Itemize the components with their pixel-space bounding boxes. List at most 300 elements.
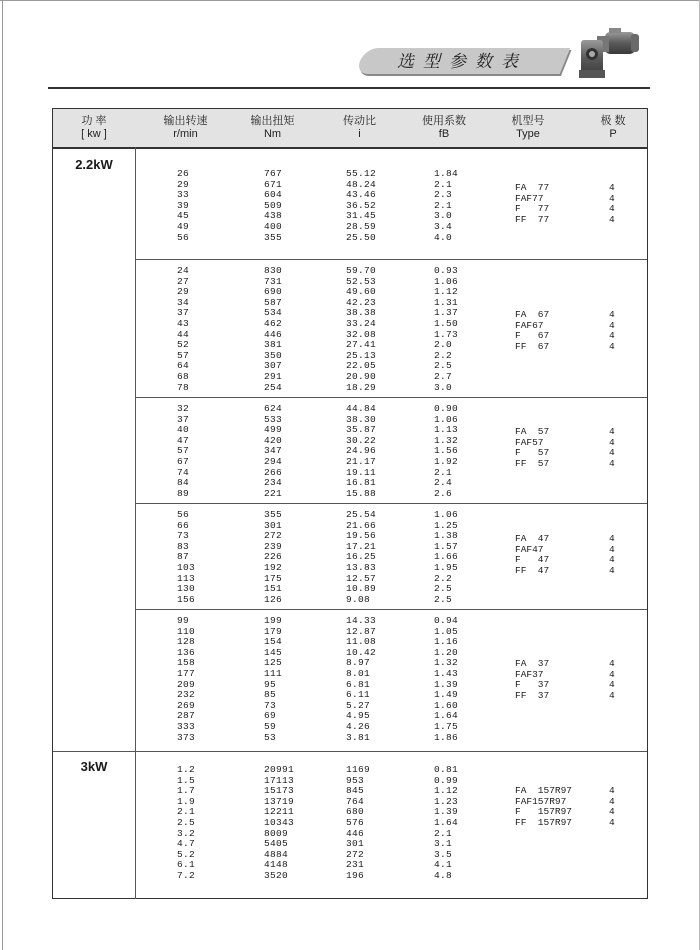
ratio-cell: 20.90 [346, 371, 377, 382]
output-torque-cell: 154 [264, 636, 283, 648]
output-speed-cell: 40 [177, 424, 190, 436]
service-factor-cell: 0.99 [434, 774, 459, 786]
output-speed-cell: 1.2 [177, 764, 196, 775]
output-speed-cell: 56 [177, 509, 190, 520]
model-cell: FAF57 [515, 436, 544, 448]
ratio-cell: 59.70 [346, 265, 377, 276]
output-speed-cell: 1.5 [177, 774, 196, 786]
output-torque-cell: 179 [264, 625, 283, 637]
output-torque-cell: 462 [264, 318, 283, 329]
ratio-cell: 13.83 [346, 562, 377, 573]
power-section-divider [53, 751, 647, 752]
ratio-cell: 4.95 [346, 710, 371, 722]
service-factor-cell: 1.57 [434, 540, 459, 552]
service-factor-cell: 3.1 [434, 838, 453, 850]
output-torque-cell: 355 [264, 231, 283, 243]
output-speed-cell: 110 [177, 625, 196, 637]
output-speed-cell: 47 [177, 434, 190, 446]
service-factor-cell: 4.1 [434, 859, 453, 871]
type-row [53, 545, 647, 556]
output-torque-cell: 347 [264, 445, 283, 457]
page-title: 选型参数表 [397, 52, 527, 72]
table-row [53, 404, 647, 415]
col-power: 功 率 [ kw ] [81, 115, 107, 140]
service-factor-cell: 1.50 [434, 318, 459, 329]
ratio-cell: 21.66 [346, 519, 377, 531]
type-row [53, 339, 647, 353]
model-cell: FF 37 [515, 689, 550, 701]
poles-cell: 4 [609, 192, 615, 204]
output-speed-cell: 39 [177, 199, 190, 211]
output-torque-cell: 301 [264, 519, 283, 531]
output-torque-cell: 499 [264, 424, 283, 436]
service-factor-cell: 1.60 [434, 699, 459, 711]
service-factor-cell: 1.23 [434, 795, 459, 807]
output-speed-cell: 103 [177, 562, 196, 573]
ratio-cell: 6.11 [346, 689, 371, 701]
ratio-cell: 8.01 [346, 668, 371, 679]
service-factor-cell: 1.64 [434, 710, 459, 722]
output-speed-cell: 2.1 [177, 806, 196, 818]
output-torque-cell: 69 [264, 710, 277, 722]
output-torque-cell: 438 [264, 210, 283, 222]
output-torque-cell: 307 [264, 360, 283, 372]
output-torque-cell: 350 [264, 349, 283, 361]
output-speed-cell: 24 [177, 265, 190, 276]
output-speed-cell: 43 [177, 318, 190, 329]
service-factor-cell: 1.13 [434, 424, 459, 436]
output-speed-cell: 4.7 [177, 838, 196, 850]
output-torque-cell: 266 [264, 466, 283, 478]
output-speed-cell: 333 [177, 721, 196, 732]
output-speed-cell: 177 [177, 668, 196, 679]
table-row [53, 372, 647, 383]
service-factor-cell: 1.66 [434, 551, 459, 563]
service-factor-cell: 2.6 [434, 487, 453, 499]
model-cell: FA 37 [515, 658, 550, 669]
output-torque-cell: 767 [264, 168, 283, 179]
service-factor-cell: 1.31 [434, 296, 459, 308]
type-row [53, 424, 647, 438]
ratio-cell: 764 [346, 795, 365, 807]
model-cell: F 57 [515, 447, 550, 459]
model-cell: FF 57 [515, 457, 550, 469]
ratio-cell: 12.87 [346, 625, 377, 637]
type-row [53, 691, 647, 702]
model-cell: FF 77 [515, 213, 550, 225]
output-speed-cell: 27 [177, 275, 190, 287]
table-row [53, 266, 647, 277]
poles-cell: 4 [609, 785, 615, 796]
type-row [53, 534, 647, 545]
output-speed-cell: 84 [177, 477, 190, 489]
ratio-cell: 38.30 [346, 413, 377, 425]
output-torque-cell: 355 [264, 509, 283, 520]
service-factor-cell: 2.1 [434, 827, 453, 839]
poles-cell: 4 [609, 679, 615, 691]
output-torque-cell: 533 [264, 413, 283, 425]
output-torque-cell: 690 [264, 286, 283, 298]
service-factor-cell: 2.5 [434, 593, 453, 605]
output-torque-cell: 53 [264, 731, 277, 743]
poles-cell: 4 [609, 457, 615, 469]
type-row [53, 818, 647, 829]
service-factor-cell: 0.90 [434, 403, 459, 414]
output-speed-cell: 89 [177, 487, 190, 499]
service-factor-cell: 1.56 [434, 445, 459, 457]
output-torque-cell: 291 [264, 371, 283, 382]
output-torque-cell: 73 [264, 699, 277, 711]
poles-cell: 4 [609, 554, 615, 566]
type-row [53, 680, 647, 691]
output-torque-cell: 420 [264, 434, 283, 446]
output-speed-cell: 136 [177, 646, 196, 658]
output-torque-cell: 10343 [264, 817, 295, 828]
ratio-cell: 12.57 [346, 572, 377, 584]
poles-cell: 4 [609, 340, 615, 352]
output-torque-cell: 624 [264, 403, 283, 414]
service-factor-cell: 1.73 [434, 328, 459, 340]
output-speed-cell: 130 [177, 583, 196, 595]
output-torque-cell: 446 [264, 328, 283, 340]
output-torque-cell: 20991 [264, 764, 295, 775]
type-row [53, 445, 647, 459]
type-row [53, 183, 647, 194]
model-cell: F 77 [515, 203, 550, 215]
group-divider [135, 397, 647, 398]
output-torque-cell: 254 [264, 381, 283, 393]
service-factor-cell: 2.2 [434, 349, 453, 361]
ratio-cell: 16.25 [346, 551, 377, 563]
output-speed-cell: 57 [177, 349, 190, 361]
output-torque-cell: 534 [264, 307, 283, 319]
ratio-cell: 14.33 [346, 615, 377, 626]
ratio-cell: 43.46 [346, 189, 377, 201]
ratio-cell: 30.22 [346, 434, 377, 446]
output-torque-cell: 192 [264, 562, 283, 573]
col-output-speed: 输出转速 r/min [163, 115, 208, 140]
model-cell: F 157R97 [515, 806, 573, 818]
output-torque-cell: 175 [264, 572, 283, 584]
ratio-cell: 3.81 [346, 731, 371, 743]
col-output-torque: 输出扭矩 Nm [250, 115, 295, 140]
ratio-cell: 31.45 [346, 210, 377, 222]
model-cell: FF 67 [515, 340, 550, 352]
output-torque-cell: 587 [264, 296, 283, 308]
selection-table [52, 108, 648, 899]
poles-cell: 4 [609, 658, 615, 669]
service-factor-cell: 1.06 [434, 413, 459, 425]
service-factor-cell: 1.20 [434, 646, 459, 658]
service-factor-cell: 0.93 [434, 265, 459, 276]
service-factor-cell: 2.1 [434, 466, 453, 478]
ratio-cell: 231 [346, 859, 365, 871]
output-torque-cell: 226 [264, 551, 283, 563]
service-factor-cell: 3.0 [434, 210, 453, 222]
output-torque-cell: 12211 [264, 806, 295, 818]
ratio-cell: 6.81 [346, 678, 371, 690]
poles-cell: 4 [609, 213, 615, 225]
service-factor-cell: 1.32 [434, 434, 459, 446]
ratio-cell: 32.08 [346, 328, 377, 340]
service-factor-cell: 1.95 [434, 562, 459, 573]
table-row [53, 595, 647, 606]
service-factor-cell: 3.0 [434, 381, 453, 393]
ratio-cell: 48.24 [346, 178, 377, 190]
service-factor-cell: 1.05 [434, 625, 459, 637]
type-row [53, 328, 647, 342]
output-speed-cell: 29 [177, 286, 190, 298]
ratio-cell: 301 [346, 838, 365, 850]
output-torque-cell: 59 [264, 721, 277, 732]
ratio-cell: 42.23 [346, 296, 377, 308]
output-speed-cell: 269 [177, 699, 196, 711]
output-speed-cell: 5.2 [177, 848, 196, 860]
ratio-cell: 845 [346, 785, 365, 797]
output-torque-cell: 3520 [264, 870, 289, 881]
service-factor-cell: 2.2 [434, 572, 453, 584]
poles-cell: 4 [609, 182, 615, 193]
page-top-edge [0, 0, 700, 1]
ratio-cell: 35.87 [346, 424, 377, 436]
service-factor-cell: 3.4 [434, 221, 453, 232]
output-speed-cell: 113 [177, 572, 196, 584]
output-speed-cell: 73 [177, 530, 190, 542]
model-cell: FA 67 [515, 309, 550, 320]
output-torque-cell: 272 [264, 530, 283, 542]
service-factor-cell: 1.06 [434, 275, 459, 287]
output-torque-cell: 830 [264, 265, 283, 276]
output-speed-cell: 6.1 [177, 859, 196, 871]
type-row [53, 194, 647, 205]
ratio-cell: 28.59 [346, 221, 377, 232]
ratio-cell: 19.11 [346, 466, 377, 478]
service-factor-cell: 2.1 [434, 178, 453, 190]
poles-cell: 4 [609, 533, 615, 544]
page-left-edge [2, 0, 3, 950]
ratio-cell: 446 [346, 827, 365, 839]
service-factor-cell: 2.0 [434, 339, 453, 351]
output-speed-cell: 29 [177, 178, 190, 190]
output-speed-cell: 232 [177, 689, 196, 701]
service-factor-cell: 2.7 [434, 371, 453, 382]
ratio-cell: 11.08 [346, 636, 377, 648]
service-factor-cell: 0.94 [434, 615, 459, 626]
ratio-cell: 27.41 [346, 339, 377, 351]
table-row [53, 871, 647, 882]
model-cell: FF 157R97 [515, 816, 573, 828]
model-cell: FA 47 [515, 533, 550, 544]
header-rule [48, 87, 650, 89]
output-speed-cell: 287 [177, 710, 196, 722]
col-type: 机型号 Type [511, 115, 545, 140]
output-speed-cell: 68 [177, 371, 190, 382]
service-factor-cell: 2.4 [434, 477, 453, 489]
service-factor-cell: 3.5 [434, 848, 453, 860]
output-speed-cell: 2.5 [177, 817, 196, 828]
service-factor-cell: 1.75 [434, 721, 459, 732]
poles-cell: 4 [609, 543, 615, 555]
model-cell: FA 157R97 [515, 785, 573, 796]
poles-cell: 4 [609, 689, 615, 701]
service-factor-cell: 1.38 [434, 530, 459, 542]
output-speed-cell: 1.7 [177, 785, 196, 797]
type-row [53, 456, 647, 470]
output-speed-cell: 1.9 [177, 795, 196, 807]
poles-cell: 4 [609, 806, 615, 818]
type-row [53, 786, 647, 797]
service-factor-cell: 1.06 [434, 509, 459, 520]
output-speed-cell: 37 [177, 413, 190, 425]
ratio-cell: 25.50 [346, 231, 377, 243]
service-factor-cell: 2.5 [434, 360, 453, 372]
output-speed-cell: 45 [177, 210, 190, 222]
ratio-cell: 272 [346, 848, 365, 860]
type-row [53, 215, 647, 226]
service-factor-cell: 1.39 [434, 678, 459, 690]
service-factor-cell: 1.39 [434, 806, 459, 818]
output-torque-cell: 15173 [264, 785, 295, 797]
type-row [53, 434, 647, 449]
output-speed-cell: 7.2 [177, 870, 196, 881]
service-factor-cell: 0.81 [434, 764, 459, 775]
table-header [53, 109, 647, 149]
output-torque-cell: 125 [264, 657, 283, 669]
output-torque-cell: 4884 [264, 848, 289, 860]
output-torque-cell: 126 [264, 593, 283, 605]
output-speed-cell: 83 [177, 540, 190, 552]
service-factor-cell: 1.37 [434, 307, 459, 319]
output-torque-cell: 17113 [264, 774, 295, 786]
output-speed-cell: 156 [177, 593, 196, 605]
model-cell: FAF67 [515, 319, 544, 331]
ratio-cell: 17.21 [346, 540, 377, 552]
output-speed-cell: 52 [177, 339, 190, 351]
output-torque-cell: 13719 [264, 795, 295, 807]
service-factor-cell: 1.12 [434, 785, 459, 797]
ratio-cell: 21.17 [346, 456, 377, 467]
ratio-cell: 19.56 [346, 530, 377, 542]
output-speed-cell: 373 [177, 731, 196, 743]
table-row [53, 489, 647, 500]
output-torque-cell: 4148 [264, 859, 289, 871]
type-row [53, 204, 647, 215]
service-factor-cell: 2.1 [434, 199, 453, 211]
output-speed-cell: 34 [177, 296, 190, 308]
model-cell: FAF157R97 [515, 795, 567, 807]
ratio-cell: 196 [346, 870, 365, 881]
poles-cell: 4 [609, 319, 615, 331]
ratio-cell: 1169 [346, 764, 371, 775]
col-service-factor: 使用系数 fB [422, 115, 466, 140]
output-speed-cell: 78 [177, 381, 190, 393]
output-speed-cell: 49 [177, 221, 190, 232]
ratio-cell: 36.52 [346, 199, 377, 211]
poles-cell: 4 [609, 564, 615, 576]
model-cell: F 37 [515, 679, 550, 691]
output-speed-cell: 128 [177, 636, 196, 648]
ratio-cell: 10.42 [346, 646, 377, 658]
output-torque-cell: 294 [264, 456, 283, 467]
table-row [53, 169, 647, 180]
output-speed-cell: 209 [177, 678, 196, 690]
col-poles: 极 数 P [600, 115, 626, 140]
group-divider [135, 259, 647, 260]
model-cell: FA 57 [515, 426, 550, 437]
output-torque-cell: 400 [264, 221, 283, 232]
ratio-cell: 9.08 [346, 593, 371, 605]
service-factor-cell: 1.49 [434, 689, 459, 701]
poles-cell: 4 [609, 795, 615, 807]
output-torque-cell: 85 [264, 689, 277, 701]
type-row [53, 307, 647, 321]
output-speed-cell: 158 [177, 657, 196, 669]
ratio-cell: 24.96 [346, 445, 377, 457]
ratio-cell: 16.81 [346, 477, 377, 489]
service-factor-cell: 1.64 [434, 817, 459, 828]
service-factor-cell: 2.3 [434, 189, 453, 201]
table-row [53, 510, 647, 521]
service-factor-cell: 1.92 [434, 456, 459, 467]
output-speed-cell: 26 [177, 168, 190, 179]
output-speed-cell: 37 [177, 307, 190, 319]
service-factor-cell: 1.43 [434, 668, 459, 679]
ratio-cell: 10.89 [346, 583, 377, 595]
poles-cell: 4 [609, 426, 615, 437]
output-speed-cell: 3.2 [177, 827, 196, 839]
type-row [53, 555, 647, 566]
ratio-cell: 25.54 [346, 509, 377, 520]
ratio-cell: 5.27 [346, 699, 371, 711]
model-cell: F 67 [515, 330, 550, 342]
output-speed-cell: 33 [177, 189, 190, 201]
output-torque-cell: 221 [264, 487, 283, 499]
group-divider [135, 609, 647, 610]
ratio-cell: 33.24 [346, 318, 377, 329]
service-factor-cell: 1.25 [434, 519, 459, 531]
table-row [53, 733, 647, 744]
output-torque-cell: 671 [264, 178, 283, 190]
ratio-cell: 49.60 [346, 286, 377, 298]
output-speed-cell: 74 [177, 466, 190, 478]
service-factor-cell: 4.8 [434, 870, 453, 881]
poles-cell: 4 [609, 447, 615, 459]
ratio-cell: 25.13 [346, 349, 377, 361]
output-speed-cell: 57 [177, 445, 190, 457]
poles-cell: 4 [609, 309, 615, 320]
service-factor-cell: 1.84 [434, 168, 459, 179]
output-torque-cell: 145 [264, 646, 283, 658]
model-cell: FA 77 [515, 182, 550, 193]
output-speed-cell: 87 [177, 551, 190, 563]
output-torque-cell: 111 [264, 668, 283, 679]
ratio-cell: 576 [346, 817, 365, 828]
ratio-cell: 18.29 [346, 381, 377, 393]
table-row [53, 765, 647, 776]
ratio-cell: 44.84 [346, 403, 377, 414]
poles-cell: 4 [609, 203, 615, 215]
output-torque-cell: 731 [264, 275, 283, 287]
output-torque-cell: 95 [264, 678, 277, 690]
group-divider [135, 503, 647, 504]
poles-cell: 4 [609, 668, 615, 680]
output-speed-cell: 64 [177, 360, 190, 372]
output-torque-cell: 8009 [264, 827, 289, 839]
ratio-cell: 55.12 [346, 168, 377, 179]
output-torque-cell: 199 [264, 615, 283, 626]
output-speed-cell: 44 [177, 328, 190, 340]
ratio-cell: 38.38 [346, 307, 377, 319]
